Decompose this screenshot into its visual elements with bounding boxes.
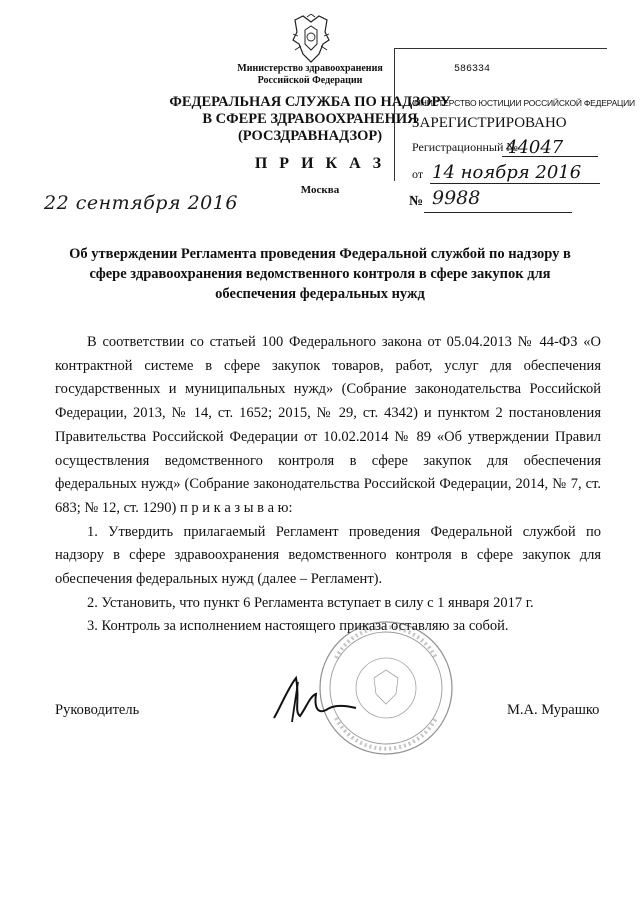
stamp-reg-date: 14 ноября 2016 [432, 162, 582, 183]
body-item-3: 3. Контроль за исполнением настоящего приказа оставляю за собой. [87, 618, 509, 635]
agency-line-2: В СФЕРЕ ЗДРАВООХРАНЕНИЯ [202, 111, 418, 127]
stamp-from-label: от [412, 167, 424, 181]
order-number-label: № [409, 194, 424, 209]
stamp-registered: ЗАРЕГИСТРИРОВАНО [412, 115, 567, 131]
ministry-line-2: Российской Федерации [257, 75, 363, 86]
agency-line-1: ФЕДЕРАЛЬНАЯ СЛУЖБА ПО НАДЗОРУ [169, 94, 451, 110]
order-number: 9988 [432, 187, 481, 209]
order-body [55, 331, 601, 639]
ministry-line-1: Министерство здравоохранения [237, 63, 383, 74]
coat-of-arms-icon [289, 14, 333, 64]
signatory-name: М.А. Мурашко [507, 702, 600, 718]
stamp-reg-number: 44047 [506, 137, 564, 158]
body-item-1: 1. Утвердить прилагаемый Регламент проведения Федеральной службой по надзору в сфере здравоохранения ведомственного контроля в сфере закупок для обеспечения федеральных нужд (далее – Регламент). [55, 523, 601, 588]
body-item-2: 2. Установить, что пункт 6 Регламента вступает в силу с 1 января 2017 г. [87, 594, 534, 611]
order-date: 22 сентября 2016 [44, 192, 238, 214]
body-preamble: В соответствии со статьей 100 Федерального закона от 05.04.2013 № 44-ФЗ «О контрактной системе в сфере закупок товаров, работ, услуг для обеспечения государственных и муниципальных нужд» (Собрание законодательства Российской Федерации, 2013, № 14, ст. 1652; 2015, № 29, ст. 4342) и пунктом 2 постановления Правительства Российской Федерации от 10.02.2014 № 89 «Об утверждении Правил осуществления ведомственного контроля в сфере закупок для обеспечения федеральных нужд» (Собрание законодательства Российской Федерации, 2014, № 7, ст. 683; № 12, ст. 1290) п р и к а з ы в а ю: [55, 334, 601, 516]
order-number-underline [424, 212, 572, 213]
signatory-position: Руководитель [55, 702, 140, 718]
stamp-ministry: МИНИСТЕРСТВО ЮСТИЦИИ РОССИЙСКОЙ ФЕДЕРАЦИИ [408, 98, 635, 108]
order-city: Москва [300, 184, 340, 196]
stamp-number: 586334 [454, 64, 491, 75]
order-title: П Р И К А З [254, 155, 386, 172]
subject-line-1: Об утверждении Регламента проведения Федеральной службой по надзору в [69, 246, 571, 262]
subject-line-3: обеспечения федеральных нужд [215, 286, 425, 302]
agency-line-3: (РОСЗДРАВНАДЗОР) [237, 128, 383, 144]
subject-line-2: сфере здравоохранения ведомственного контроля в сфере закупок для [89, 266, 551, 282]
order-subject [52, 244, 588, 304]
stamp-reg-label: Регистрационный № [412, 140, 518, 154]
handwritten-signature [270, 668, 360, 728]
